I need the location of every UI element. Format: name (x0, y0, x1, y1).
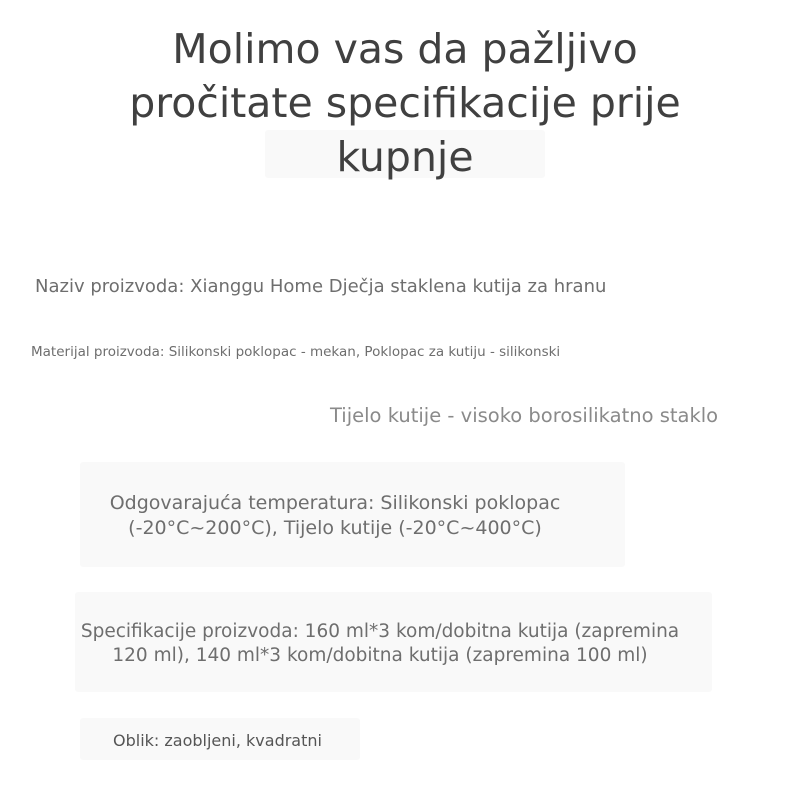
product-size-line: 120 ml), 140 ml*3 kom/dobitna kutija (zapremina 100 ml) (112, 645, 648, 666)
shape-text: Oblik: zaobljeni, kvadratni (113, 731, 322, 750)
product-name-text: Naziv proizvoda: Xianggu Home Dječja staklena kutija za hranu (35, 276, 607, 297)
temperature-line: (-20°C~200°C), Tijelo kutije (-20°C~400°C) (128, 517, 542, 539)
page-title-line: Molimo vas da pažljivo (172, 25, 638, 73)
product-material-text: Materijal proizvoda: Silikonski poklopac - mekan, Poklopac za kutiju - silikonski (31, 344, 561, 360)
page-title (80, 22, 730, 184)
box-body-text: Tijelo kutije - visoko borosilikatno staklo (330, 404, 719, 427)
temperature-line: Odgovarajuća temperatura: Silikonski poklopac (109, 492, 561, 514)
page-title-line: pročitate specifikacije prije (129, 79, 681, 127)
temperature-text (60, 491, 610, 541)
product-size-text (50, 620, 710, 668)
product-size-line: Specifikacije proizvoda: 160 ml*3 kom/dobitna kutija (zapremina (80, 621, 680, 642)
page-title-line: kupnje (336, 133, 474, 181)
